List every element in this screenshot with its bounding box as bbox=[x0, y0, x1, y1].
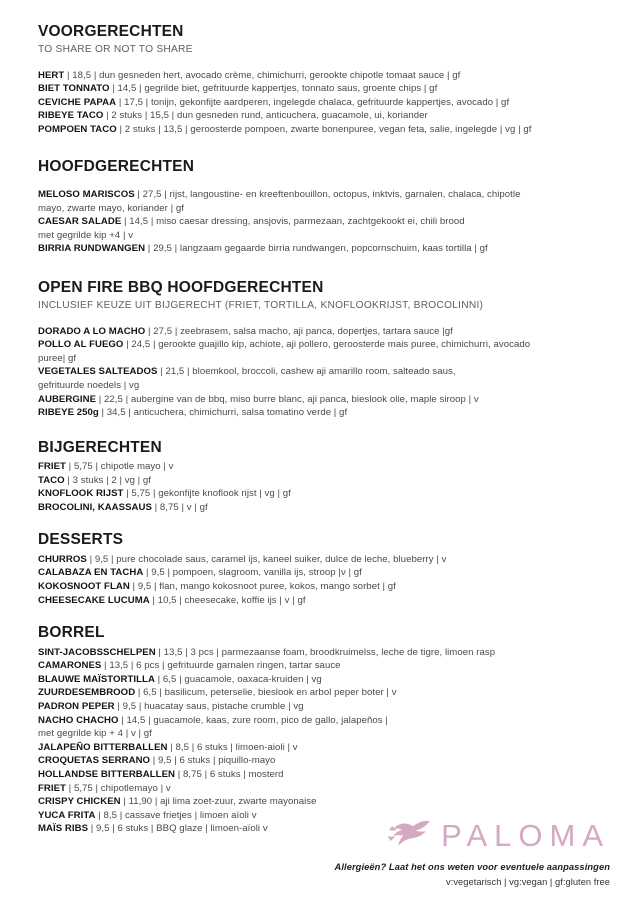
menu-item-detail: | 9,5 | pompoen, slagroom, vanilla ijs, stroop |v | gf bbox=[143, 567, 362, 579]
menu-item bbox=[38, 580, 610, 594]
menu-item-detail: | 21,5 | bloemkool, broccoli, cashew aji amarillo room, salteado saus, bbox=[157, 366, 456, 378]
dove-icon bbox=[387, 818, 431, 853]
menu-item bbox=[38, 215, 610, 229]
menu-item bbox=[38, 741, 610, 755]
menu-item-detail: | 9,5 | 6 stuks | piquillo-mayo bbox=[150, 755, 276, 767]
menu-item bbox=[38, 109, 610, 123]
section-title: VOORGERECHTEN bbox=[38, 23, 184, 40]
menu-item-name: YUCA FRITA bbox=[38, 809, 96, 821]
menu-item-detail: | 24,5 | gerookte guajillo kip, achiote, aji pollero, geroosterde mais puree, chimichurri, avocado bbox=[123, 339, 531, 351]
menu-item-list bbox=[38, 460, 610, 514]
menu-section-bijgerechten bbox=[38, 438, 610, 515]
menu-item-detail: met gegrilde kip +4 | v bbox=[38, 229, 134, 241]
menu-item-name: HERT bbox=[38, 69, 65, 81]
menu-item bbox=[38, 487, 610, 501]
section-title: BORREL bbox=[38, 624, 105, 642]
section-title: OPEN FIRE BBQ HOOFDGERECHTEN bbox=[38, 278, 324, 296]
menu-item-name: CALABAZA EN TACHA bbox=[38, 567, 144, 579]
menu-item bbox=[38, 242, 610, 256]
menu-item bbox=[38, 474, 610, 488]
menu-item-detail: | 10,5 | cheesecake, koffie ijs | v | gf bbox=[149, 594, 306, 606]
menu-item-name: MAÏS RIBS bbox=[38, 823, 89, 835]
menu-item-name: PADRON PEPER bbox=[38, 700, 115, 712]
menu-item-name: POMPOEN TACO bbox=[38, 124, 117, 135]
menu-item-detail: | 9,5 | pure chocolade saus, caramel ijs, kaneel suiker, dulce de leche, blueberry | v bbox=[86, 553, 447, 565]
brand-logo bbox=[280, 818, 610, 853]
section-title: HOOFDGERECHTEN bbox=[38, 157, 195, 175]
menu-item-name: CHEESECAKE LUCUMA bbox=[38, 594, 150, 606]
menu-item bbox=[38, 338, 610, 352]
menu-item bbox=[38, 714, 610, 728]
menu-item-detail: | 8,5 | 6 stuks | limoen-aioli | v bbox=[167, 741, 298, 753]
menu-item bbox=[38, 566, 610, 580]
menu-item-name: FRIET bbox=[38, 461, 66, 473]
menu-item-list bbox=[38, 553, 610, 607]
menu-item-name: CAMARONES bbox=[38, 660, 102, 672]
menu-item-detail: | 13,5 | 3 pcs | parmezaanse foam, broodkruimelss, leche de tigre, limoen rasp bbox=[155, 646, 496, 658]
menu-item-name: SINT-JACOBSSCHELPEN bbox=[38, 646, 156, 658]
menu-item bbox=[38, 646, 610, 660]
menu-item-name: TACO bbox=[38, 474, 65, 486]
menu-item-detail: | 5,75 | gekonfijte knoflook rijst | vg | gf bbox=[123, 488, 291, 500]
menu-item bbox=[38, 700, 610, 714]
menu-item-detail: | 9,5 | flan, mango kokosnoot puree, kokos, mango sorbet | gf bbox=[129, 581, 396, 593]
section-subtitle: TO SHARE OR NOT TO SHARE bbox=[38, 44, 193, 56]
menu-item-detail: | 27,5 | zeebrasem, salsa macho, aji panca, dopertjes, tartara sauce |gf bbox=[145, 325, 453, 337]
menu-item-name: CEVICHE PAPAA bbox=[38, 96, 117, 108]
menu-item-detail: | 11,90 | aji lima zoet-zuur, zwarte mayonaise bbox=[120, 796, 317, 808]
menu-item bbox=[38, 406, 610, 420]
menu-item bbox=[38, 768, 610, 782]
menu-item bbox=[38, 460, 610, 474]
menu-item-continuation bbox=[38, 202, 610, 216]
menu-item-name: CHURROS bbox=[38, 553, 87, 565]
menu-item-detail: | 2 stuks | 13,5 | geroosterde pompoen, zwarte bonenpuree, vegan feta, salie, ingelegde | vg | gf bbox=[116, 124, 532, 135]
menu-item-detail: | 5,75 | chipotlemayo | v bbox=[65, 782, 171, 794]
menu-item bbox=[38, 123, 610, 137]
menu-item-detail: | 14,5 | gegrilde biet, gefrituurde kappertjes, tonnato saus, groente chips | gf bbox=[109, 83, 438, 95]
menu-section-borrel bbox=[38, 623, 610, 836]
allergy-note: Allergieën? Laat het ons weten voor eventuele aanpassingen bbox=[334, 862, 610, 873]
menu-item-name: KNOFLOOK RIJST bbox=[38, 488, 124, 500]
menu-item bbox=[38, 393, 610, 407]
menu-item-continuation bbox=[38, 352, 610, 366]
menu-item-detail: | 14,5 | miso caesar dressing, ansjovis, parmezaan, zachtgekookt ei, chili brood bbox=[121, 216, 465, 228]
menu-item-name: KOKOSNOOT FLAN bbox=[38, 581, 130, 593]
menu-item-detail: | 6,5 | guacamole, oaxaca-kruiden | vg bbox=[154, 673, 322, 685]
menu-item-continuation bbox=[38, 379, 610, 393]
menu-item bbox=[38, 69, 610, 83]
menu-item-detail: | 9,5 | huacatay saus, pistache crumble | vg bbox=[114, 700, 304, 712]
menu-item-detail: | 8,5 | cassave frietjes | limoen aïoli v bbox=[95, 809, 257, 821]
menu-item-name: POLLO AL FUEGO bbox=[38, 339, 124, 351]
menu-item bbox=[38, 673, 610, 687]
menu-item-name: BIRRIA RUNDWANGEN bbox=[38, 243, 146, 255]
menu-item-name: VEGETALES SALTEADOS bbox=[38, 366, 158, 378]
menu-item bbox=[38, 553, 610, 567]
menu-item-detail: puree| gf bbox=[38, 352, 77, 364]
footer bbox=[280, 818, 610, 887]
section-title: DESSERTS bbox=[38, 531, 124, 549]
menu-item bbox=[38, 325, 610, 339]
menu-item-name: RIBEYE 250g bbox=[38, 407, 99, 419]
menu-item-detail: met gegrilde kip + 4 | v | gf bbox=[38, 728, 152, 740]
menu-item-detail: | 17,5 | tonijn, gekonfijte aardperen, ingelegde chalaca, gefrituurde kappertjes, avocado | gf bbox=[116, 96, 510, 108]
menu-item-detail: | 14,5 | guacamole, kaas, zure room, pico de gallo, jalapeños | bbox=[118, 714, 388, 726]
menu-item-name: CRISPY CHICKEN bbox=[38, 796, 121, 808]
menu-item-detail: | 9,5 | 6 stuks | BBQ glaze | limoen-aïoli v bbox=[88, 823, 268, 835]
menu-item-list bbox=[38, 646, 610, 836]
menu-item bbox=[38, 501, 610, 515]
menu-item-name: JALAPEÑO BITTERBALLEN bbox=[38, 741, 168, 753]
menu-item-detail: | 5,75 | chipotle mayo | v bbox=[65, 461, 174, 473]
menu-item-name: BROCOLINI, KAASSAUS bbox=[38, 501, 152, 513]
dietary-legend: v:vegetarisch | vg:vegan | gf:gluten free bbox=[446, 877, 610, 887]
menu-item-detail: gefrituurde noedels | vg bbox=[38, 379, 140, 391]
menu-section-hoofdgerechten bbox=[38, 157, 610, 256]
menu-item-name: NACHO CHACHO bbox=[38, 714, 119, 726]
menu-item-continuation bbox=[38, 727, 610, 741]
menu-item-name: BIET TONNATO bbox=[38, 83, 110, 95]
menu-item-detail: | 27,5 | rijst, langoustine- en kreeftenbouillon, octopus, inktvis, garnalen, chalaca, chipotle bbox=[134, 188, 521, 200]
section-title: BIJGERECHTEN bbox=[38, 438, 162, 456]
menu-item-detail: | 18,5 | dun gesneden hert, avocado crème, chimichurri, gerookte chipotle tomaat sauce | gf bbox=[64, 69, 461, 81]
menu-item-detail: | 13,5 | 6 pcs | gefrituurde garnalen ringen, tartar sauce bbox=[101, 660, 341, 672]
menu-item bbox=[38, 594, 610, 608]
menu-item-detail: | 22,5 | aubergine van de bbq, miso burre blanc, aji panca, bieslook olie, maple siroop | v bbox=[96, 393, 479, 405]
menu-item-name: AUBERGINE bbox=[38, 393, 97, 405]
menu-item bbox=[38, 686, 610, 700]
menu-item bbox=[38, 365, 610, 379]
menu-item bbox=[38, 96, 610, 110]
menu-section-voorgerechten bbox=[38, 22, 610, 137]
menu-item-name: ZUURDESEMBROOD bbox=[38, 687, 136, 699]
section-subtitle: INCLUSIEF KEUZE UIT BIJGERECHT (FRIET, TORTILLA, KNOFLOOKRIJST, BROCOLINNI) bbox=[38, 300, 484, 312]
menu-section-open-fire-bbq bbox=[38, 278, 610, 420]
menu-item-list bbox=[38, 69, 610, 137]
menu-item-detail: | 29,5 | langzaam gegaarde birria rundwangen, popcornschuim, kaas tortilla | gf bbox=[145, 243, 488, 255]
menu-item-list bbox=[38, 325, 610, 420]
menu-item bbox=[38, 188, 610, 202]
brand-name: PALOMA bbox=[441, 818, 610, 854]
menu-item-detail: mayo, zwarte mayo, koriander | gf bbox=[38, 202, 184, 214]
menu-item bbox=[38, 754, 610, 768]
menu-item-continuation bbox=[38, 229, 610, 243]
menu-item-detail: | 6,5 | basilicum, peterselie, bieslook en arbol peper boter | v bbox=[135, 687, 397, 699]
menu-item-detail: | 8,75 | 6 stuks | mosterd bbox=[175, 768, 284, 780]
menu-section-desserts bbox=[38, 530, 610, 607]
menu-item-name: CAESAR SALADE bbox=[38, 216, 122, 228]
menu-item bbox=[38, 795, 610, 809]
menu-item-name: MELOSO MARISCOS bbox=[38, 188, 135, 200]
menu-item bbox=[38, 82, 610, 96]
menu-item-detail: | 2 stuks | 15,5 | dun gesneden rund, anticuchera, guacamole, ui, koriander bbox=[103, 110, 428, 122]
menu-item-detail: | 3 stuks | 2 | vg | gf bbox=[64, 474, 152, 486]
menu-item-name: BLAUWE MAÏSTORTILLA bbox=[38, 673, 155, 685]
menu-item-name: CROQUETAS SERRANO bbox=[38, 755, 151, 767]
menu-item-detail: | 8,75 | v | gf bbox=[151, 501, 208, 513]
menu-item-name: HOLLANDSE BITTERBALLEN bbox=[38, 768, 176, 780]
menu-item bbox=[38, 659, 610, 673]
menu-item-detail: | 34,5 | anticuchera, chimichurri, salsa tomatino verde | gf bbox=[98, 407, 348, 419]
menu-item-name: DORADO A LO MACHO bbox=[38, 325, 146, 337]
menu-item bbox=[38, 782, 610, 796]
menu-item-list bbox=[38, 188, 610, 256]
menu-item-name: FRIET bbox=[38, 782, 66, 794]
menu-item-name: RIBEYE TACO bbox=[38, 110, 104, 122]
